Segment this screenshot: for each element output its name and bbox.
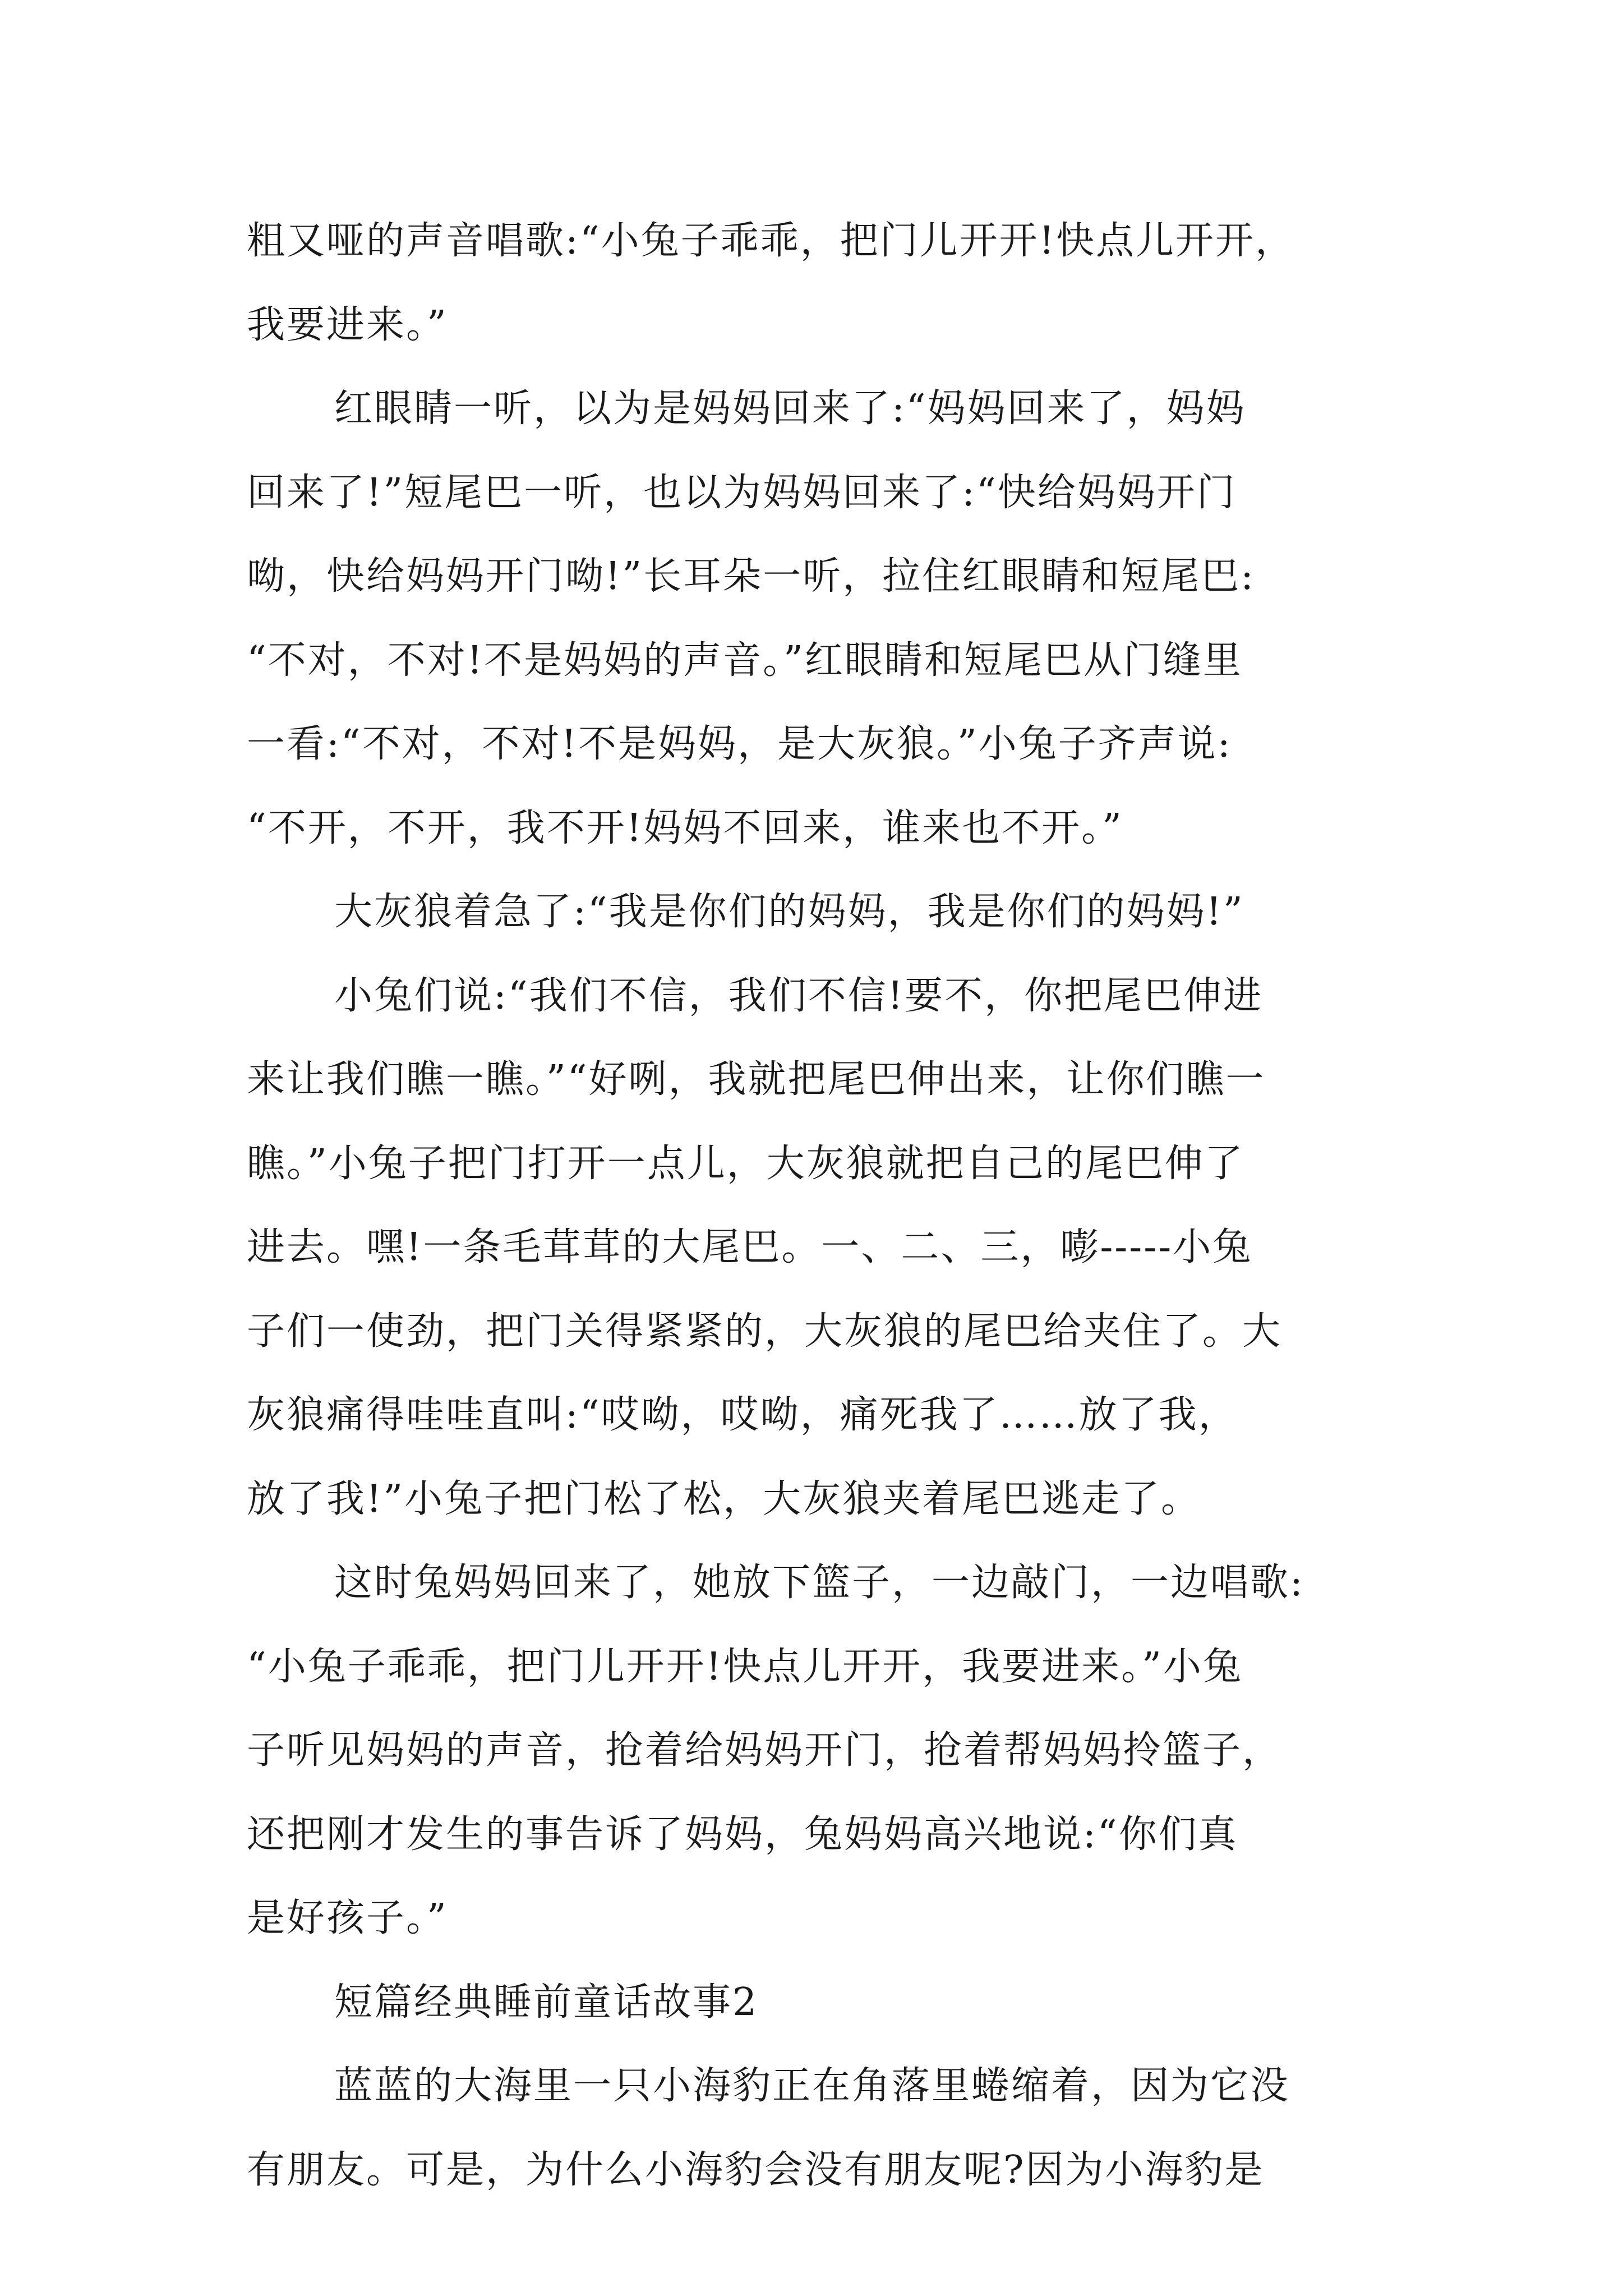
text-line: “不开，不开，我不开!妈妈不回来，谁来也不开。” <box>247 806 1123 850</box>
text-line: 我要进来。” <box>247 303 448 347</box>
text-line: 瞧。”小兔子把门打开一点儿，大灰狼就把自己的尾巴伸了 <box>247 1142 1244 1186</box>
section-heading: 短篇经典睡前童话故事2 <box>334 1980 759 2024</box>
text-line: 进去。嘿!一条毛茸茸的大尾巴。一、二、三，嘭-----小兔 <box>247 1225 1253 1269</box>
text-line: 子听见妈妈的声音，抢着给妈妈开门，抢着帮妈妈拎篮子， <box>247 1728 1283 1773</box>
text-line: “小兔子乖乖，把门儿开开!快点儿开开，我要进来。”小兔 <box>247 1645 1243 1689</box>
text-line: 一看:“不对，不对!不是妈妈，是大灰狼。”小兔子齐声说: <box>247 722 1232 766</box>
text-line: 来让我们瞧一瞧。”“好咧，我就把尾巴伸出来，让你们瞧一 <box>247 1057 1266 1102</box>
text-line: 蓝蓝的大海里一只小海豹正在角落里蜷缩着，因为它没 <box>334 2064 1290 2108</box>
text-line: “不对，不对!不是妈妈的声音。”红眼睛和短尾巴从门缝里 <box>247 638 1243 683</box>
text-line: 大灰狼着急了:“我是你们的妈妈，我是你们的妈妈!” <box>334 890 1244 934</box>
text-line: 子们一使劲，把门关得紧紧的，大灰狼的尾巴给夹住了。大 <box>247 1309 1283 1354</box>
text-line: 灰狼痛得哇哇直叫:“哎呦，哎呦，痛死我了……放了我， <box>247 1393 1238 1437</box>
text-line: 回来了!”短尾巴一听，也以为妈妈回来了:“快给妈妈开门 <box>247 471 1237 515</box>
text-line: 这时兔妈妈回来了，她放下篮子，一边敲门，一边唱歌: <box>334 1561 1304 1605</box>
text-line: 是好孩子。” <box>247 1896 448 1940</box>
text-line: 红眼睛一听，以为是妈妈回来了:“妈妈回来了，妈妈 <box>334 386 1246 431</box>
text-line: 还把刚才发生的事告诉了妈妈，兔妈妈高兴地说:“你们真 <box>247 1812 1238 1857</box>
text-line: 呦，快给妈妈开门呦!”长耳朵一听，拉住红眼睛和短尾巴: <box>247 554 1256 599</box>
text-line: 粗又哑的声音唱歌:“小兔子乖乖，把门儿开开!快点儿开开， <box>247 219 1295 263</box>
text-line: 放了我!”小兔子把门松了松，大灰狼夹着尾巴逃走了。 <box>247 1477 1201 1521</box>
text-line: 小兔们说:“我们不信，我们不信!要不，你把尾巴伸进 <box>334 974 1264 1018</box>
text-line: 有朋友。可是，为什么小海豹会没有朋友呢?因为小海豹是 <box>247 2148 1265 2192</box>
